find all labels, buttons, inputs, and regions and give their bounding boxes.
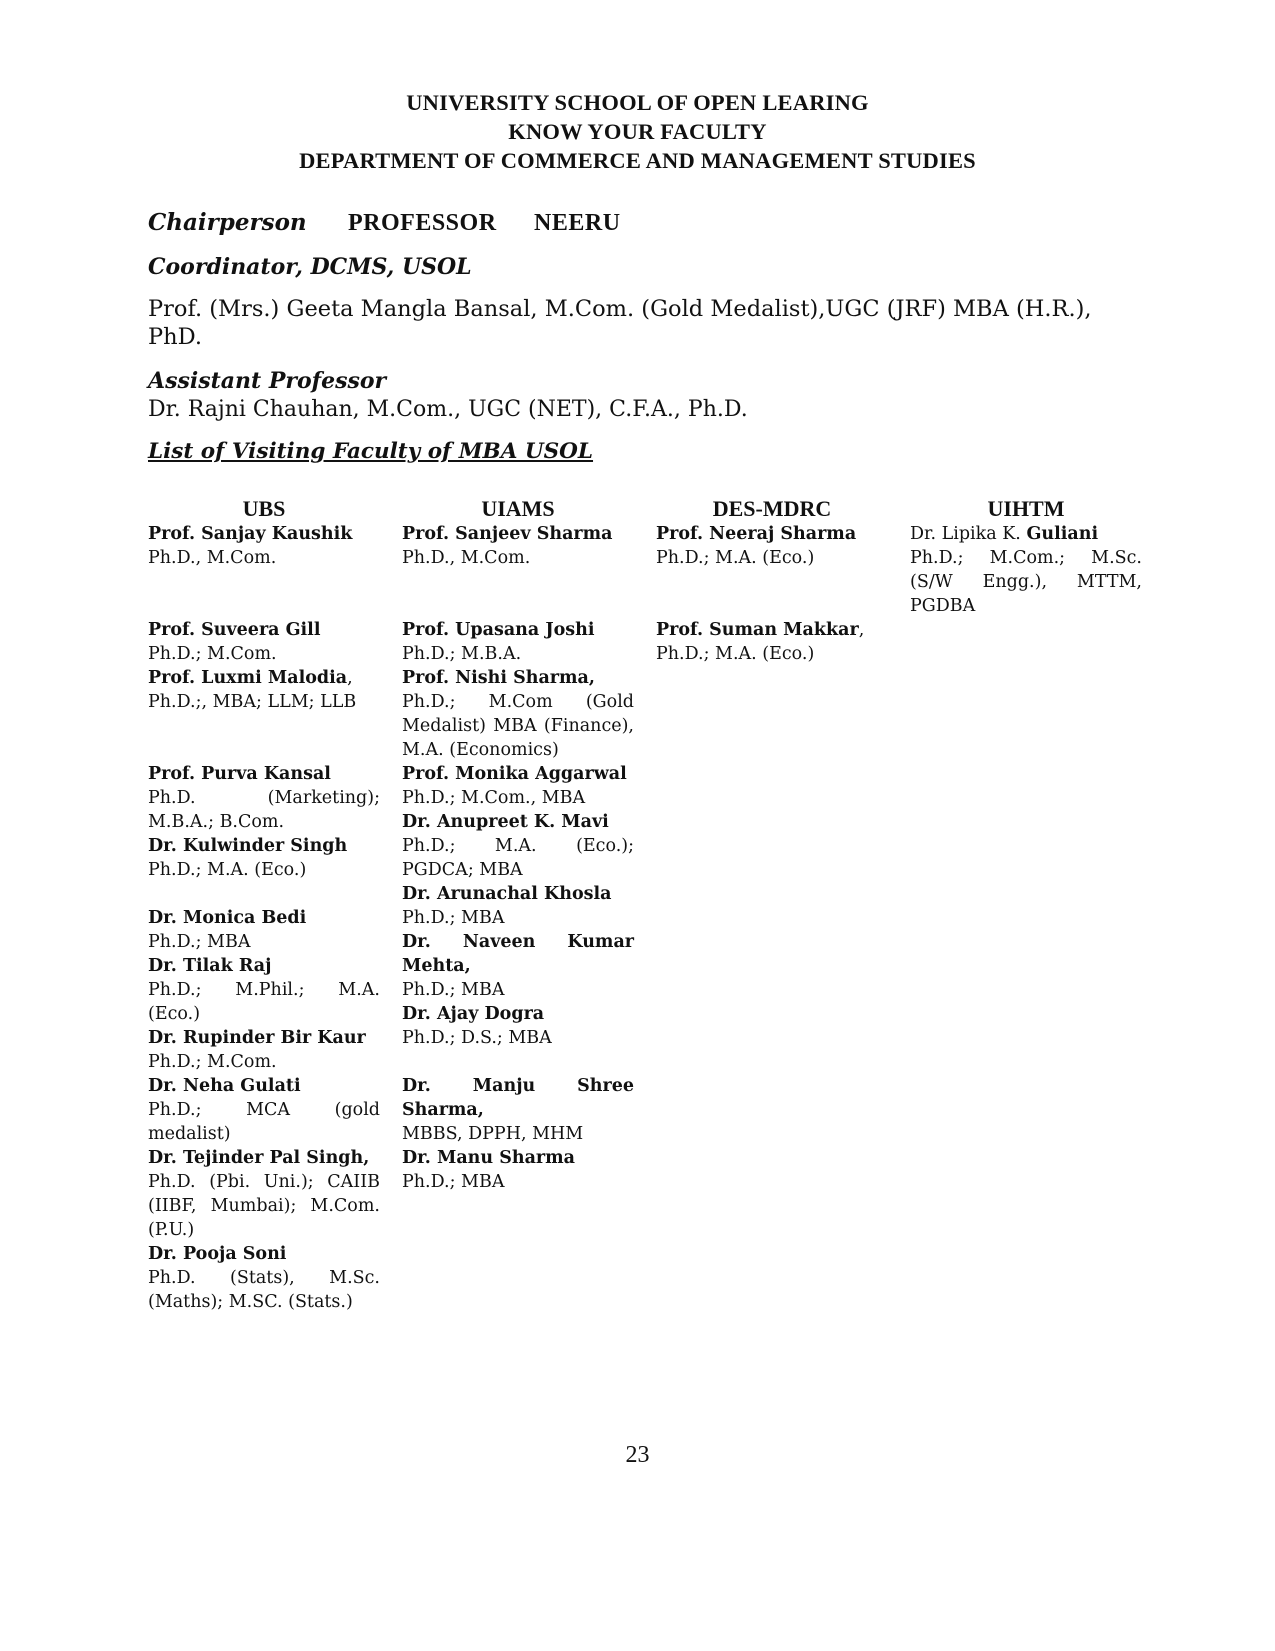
faculty-qualification: Ph.D.; M.Phil.; M.A. (Eco.) bbox=[148, 980, 380, 1024]
faculty-qualification: Ph.D., M.Com. bbox=[148, 548, 277, 568]
faculty-entry bbox=[402, 882, 634, 930]
faculty-name: Dr. Neha Gulati bbox=[148, 1076, 301, 1096]
faculty-entry bbox=[656, 522, 888, 570]
faculty-qualification: Ph.D.; M.A. (Eco.) bbox=[656, 644, 815, 664]
faculty-entry bbox=[910, 522, 1142, 618]
faculty-name: Dr. Pooja Soni bbox=[148, 1244, 287, 1264]
faculty-qualification: Ph.D.; D.S.; MBA bbox=[402, 1028, 552, 1048]
coordinator-details: Prof. (Mrs.) Geeta Mangla Bansal, M.Com. (Gold Medalist),UGC (JRF) MBA (H.R.), PhD. bbox=[148, 296, 1092, 350]
faculty-entry bbox=[148, 522, 380, 570]
assistant-professor-heading: Assistant Professor bbox=[148, 368, 387, 394]
faculty-column-uiams bbox=[402, 496, 634, 1194]
faculty-qualification: MBBS, DPPH, MHM bbox=[402, 1124, 584, 1144]
faculty-qualification: Ph.D.; M.Com. bbox=[148, 644, 277, 664]
faculty-qualification: Ph.D.; M.Com (Gold Medalist) MBA (Finance), M.A. (Economics) bbox=[402, 692, 634, 760]
faculty-qualification: Ph.D.; MCA (gold medalist) bbox=[148, 1100, 380, 1144]
faculty-qualification: Ph.D.; MBA bbox=[402, 908, 505, 928]
chairperson-label: Chairperson bbox=[148, 209, 307, 236]
faculty-column-uihtm bbox=[910, 496, 1142, 618]
faculty-entry bbox=[402, 762, 634, 810]
faculty-name: Prof. Sanjay Kaushik bbox=[148, 524, 353, 544]
faculty-name: Dr. Naveen Kumar Mehta, bbox=[402, 932, 634, 976]
faculty-name: Prof. Neeraj Sharma bbox=[656, 524, 857, 544]
faculty-name: Dr. Tilak Raj bbox=[148, 956, 272, 976]
faculty-qualification: Ph.D.; MBA bbox=[402, 980, 505, 1000]
faculty-qualification: Ph.D.; M.A. (Eco.) bbox=[148, 860, 307, 880]
faculty-qualification: Ph.D.; M.B.A. bbox=[402, 644, 522, 664]
faculty-qualification: Ph.D.; M.A. (Eco.); PGDCA; MBA bbox=[402, 836, 634, 880]
faculty-name bbox=[910, 522, 1142, 546]
faculty-qualification: Ph.D.; MBA bbox=[402, 1172, 505, 1192]
column-heading: UBS bbox=[242, 496, 286, 521]
page-number: 23 bbox=[625, 1442, 650, 1468]
faculty-entry bbox=[402, 810, 634, 882]
faculty-name: Prof. Sanjeev Sharma bbox=[402, 524, 613, 544]
faculty-name: Dr. Arunachal Khosla bbox=[402, 884, 612, 904]
faculty-qualification: Ph.D. (Stats), M.Sc. (Maths); M.SC. (Stats.) bbox=[148, 1268, 380, 1312]
faculty-entry bbox=[148, 834, 380, 882]
visiting-faculty-heading: List of Visiting Faculty of MBA USOL bbox=[148, 439, 594, 464]
faculty-qualification: Ph.D.; M.A. (Eco.) bbox=[656, 548, 815, 568]
faculty-entry bbox=[402, 1074, 634, 1146]
faculty-qualification: Ph.D.; M.Com. bbox=[148, 1052, 277, 1072]
faculty-entry bbox=[402, 666, 634, 762]
column-heading: UIAMS bbox=[481, 496, 555, 521]
faculty-entry bbox=[656, 618, 888, 666]
faculty-name: Dr. Kulwinder Singh bbox=[148, 836, 348, 856]
faculty-name bbox=[656, 618, 888, 642]
header-department: DEPARTMENT OF COMMERCE AND MANAGEMENT STUDIES bbox=[299, 148, 976, 173]
faculty-name: Dr. Rupinder Bir Kaur bbox=[148, 1028, 366, 1048]
faculty-qualification: Ph.D., M.Com. bbox=[402, 548, 531, 568]
coordinator-heading: Coordinator, DCMS, USOL bbox=[148, 254, 472, 280]
faculty-entry bbox=[402, 930, 634, 1002]
faculty-name bbox=[148, 666, 380, 690]
faculty-entry bbox=[148, 906, 380, 954]
faculty-entry bbox=[402, 1146, 634, 1194]
faculty-name: Prof. Upasana Joshi bbox=[402, 620, 595, 640]
faculty-entry bbox=[402, 1002, 634, 1050]
faculty-qualification: Ph.D.; MBA bbox=[148, 932, 251, 952]
faculty-entry bbox=[148, 1026, 380, 1074]
faculty-qualification: Ph.D.; M.Com., MBA bbox=[402, 788, 586, 808]
faculty-name-text: Guliani bbox=[1026, 524, 1099, 544]
faculty-qualification: Ph.D.; M.Com.; M.Sc. (S/W Engg.), MTTM, PGDBA bbox=[910, 548, 1142, 616]
column-heading: UIHTM bbox=[987, 496, 1065, 521]
faculty-name-text: Prof. Luxmi Malodia bbox=[148, 668, 348, 688]
document-header bbox=[0, 88, 1275, 175]
faculty-name: Dr. Manu Sharma bbox=[402, 1148, 576, 1168]
faculty-name: Prof. Suveera Gill bbox=[148, 620, 321, 640]
faculty-column-des-mdrc bbox=[656, 496, 888, 666]
faculty-entry bbox=[148, 1146, 380, 1242]
faculty-entry bbox=[148, 1074, 380, 1146]
faculty-name-suffix: , bbox=[347, 668, 353, 688]
faculty-name: Prof. Purva Kansal bbox=[148, 764, 331, 784]
faculty-name-suffix: , bbox=[858, 620, 865, 640]
faculty-name-text: Prof. Suman Makkar bbox=[656, 620, 859, 640]
faculty-entry bbox=[148, 954, 380, 1026]
faculty-name: Prof. Monika Aggarwal bbox=[402, 764, 627, 784]
faculty-name: Prof. Nishi Sharma, bbox=[402, 668, 595, 688]
faculty-entry bbox=[148, 762, 380, 834]
faculty-qualification: Ph.D.;, MBA; LLM; LLB bbox=[148, 692, 357, 712]
faculty-entry bbox=[402, 618, 634, 666]
header-know-your-faculty: KNOW YOUR FACULTY bbox=[508, 119, 767, 144]
assistant-professor-details: Dr. Rajni Chauhan, M.Com., UGC (NET), C.F.A., Ph.D. bbox=[148, 397, 748, 422]
header-university: UNIVERSITY SCHOOL OF OPEN LEARING bbox=[406, 90, 869, 115]
faculty-name: Dr. Anupreet K. Mavi bbox=[402, 812, 609, 832]
faculty-name-prefix: Dr. Lipika K. bbox=[910, 524, 1021, 544]
chairperson-line bbox=[148, 208, 621, 238]
column-heading: DES-MDRC bbox=[712, 496, 832, 521]
faculty-name: Dr. Ajay Dogra bbox=[402, 1004, 545, 1024]
faculty-name: Dr. Monica Bedi bbox=[148, 908, 307, 928]
faculty-qualification: Ph.D. (Pbi. Uni.); CAIIB (IIBF, Mumbai); M.Com. (P.U.) bbox=[148, 1172, 380, 1240]
faculty-entry bbox=[148, 1242, 380, 1314]
chairperson-name: PROFESSOR NEERU bbox=[348, 210, 621, 236]
faculty-name: Dr. Manju Shree Sharma, bbox=[402, 1076, 634, 1120]
faculty-qualification: Ph.D. (Marketing); M.B.A.; B.Com. bbox=[148, 788, 380, 832]
faculty-column-ubs bbox=[148, 496, 380, 1314]
faculty-entry bbox=[148, 618, 380, 666]
faculty-name: Dr. Tejinder Pal Singh, bbox=[148, 1148, 370, 1168]
faculty-entry bbox=[402, 522, 634, 570]
faculty-entry bbox=[148, 666, 380, 714]
